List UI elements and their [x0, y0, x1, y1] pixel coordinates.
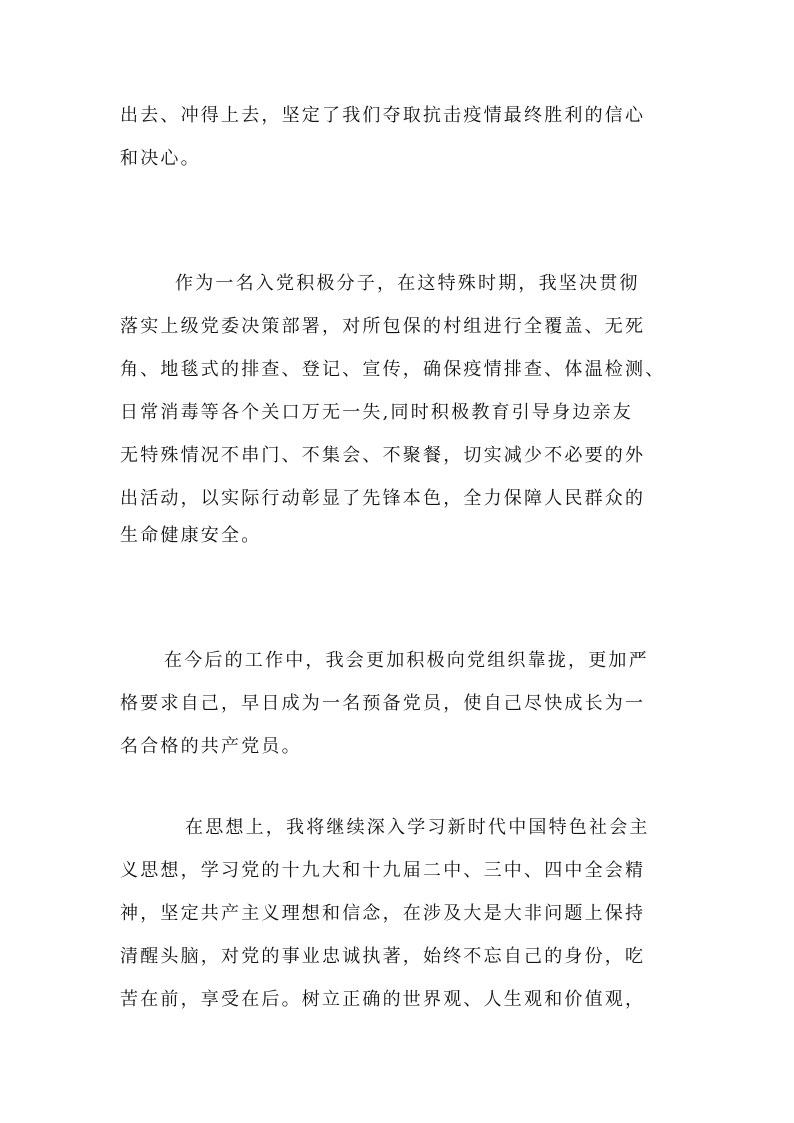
paragraph-line: 在今后的工作中，我会更加积极向党组织靠拢，更加严 [164, 650, 649, 671]
paragraph-line: 角、地毯式的排查、登记、宣传，确保疫情排查、体温检测、 [120, 359, 666, 380]
paragraph-line: 清醒头脑，对党的事业忠诚执著，始终不忘自己的身份，吃 [120, 946, 646, 967]
paragraph-line: 日常消毒等各个关口万无一失,同时积极教育引导身边亲友 [120, 402, 633, 423]
paragraph-line: 和决心。 [120, 148, 201, 169]
paragraph-line: 在思想上，我将继续深入学习新时代中国特色社会主 [185, 817, 650, 838]
paragraph-line: 生命健康安全。 [120, 525, 262, 546]
paragraph-line: 名合格的共产党员。 [120, 736, 302, 757]
paragraph-line: 无特殊情况不串门、不集会、不聚餐，切实减少不必要的外 [120, 445, 646, 466]
paragraph-line: 神，坚定共产主义理想和信念，在涉及大是大非问题上保持 [120, 903, 646, 924]
paragraph-line: 作为一名入党积极分子，在这特殊时期，我坚决贯彻 [175, 273, 640, 294]
paragraph-line: 出活动，以实际行动彰显了先锋本色，全力保障人民群众的 [120, 488, 646, 509]
paragraph-line: 义思想，学习党的十九大和十九届二中、三中、四中全会精 [120, 860, 646, 881]
paragraph-line: 格要求自己，早日成为一名预备党员，使自己尽快成长为一 [120, 693, 646, 714]
paragraph-line: 落实上级党委决策部署，对所包保的村组进行全覆盖、无死 [120, 316, 646, 337]
paragraph-line: 出去、冲得上去，坚定了我们夺取抗击疫情最终胜利的信心 [120, 105, 646, 126]
paragraph-line: 苦在前，享受在后。树立正确的世界观、人生观和价值观， [120, 989, 646, 1010]
